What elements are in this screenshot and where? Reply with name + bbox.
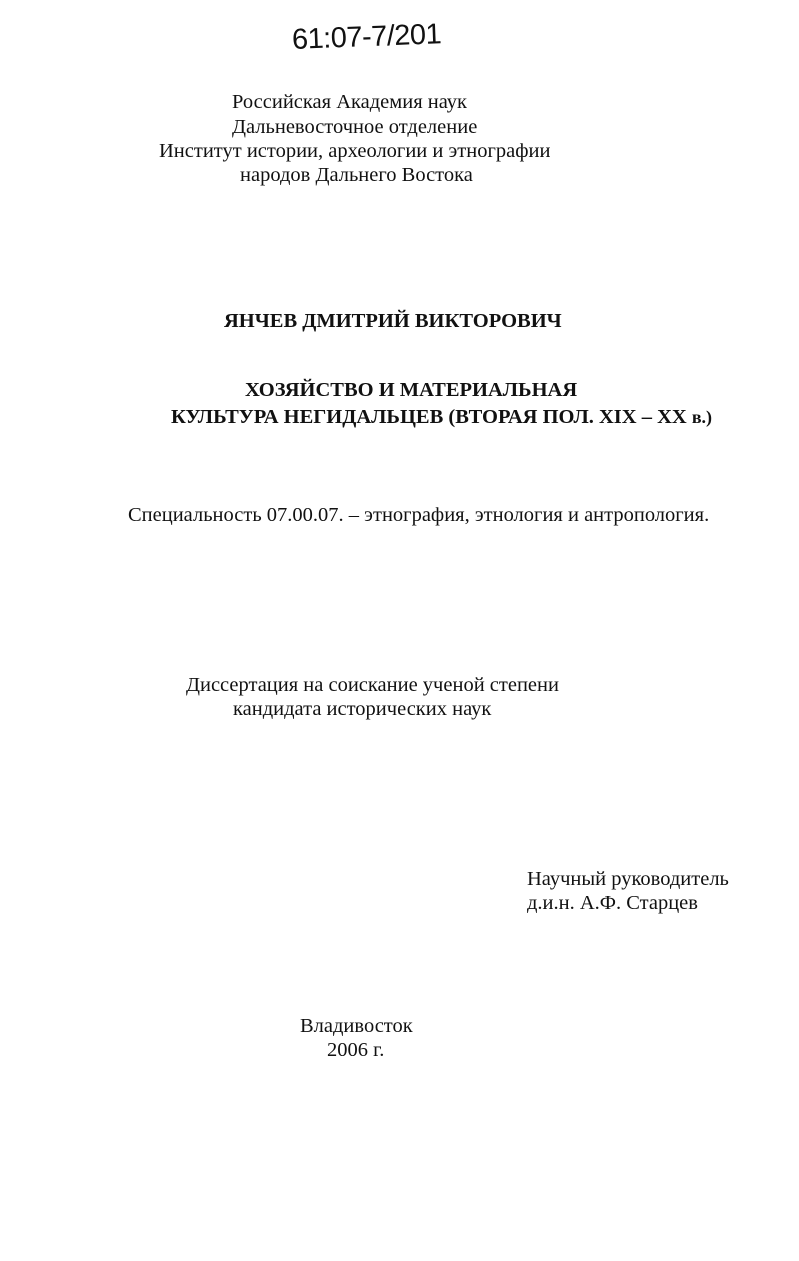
institution-line-4: народов Дальнего Востока [240, 164, 473, 186]
degree-line-1: Диссертация на соискание ученой степени [186, 674, 559, 696]
city: Владивосток [300, 1015, 413, 1037]
title-line-1: ХОЗЯЙСТВО И МАТЕРИАЛЬНАЯ [245, 379, 578, 401]
degree-line-2: кандидата исторических наук [233, 698, 492, 720]
library-call-number: 61:07-7/201 [291, 18, 442, 56]
year: 2006 г. [327, 1039, 385, 1061]
institution-line-1: Российская Академия наук [232, 91, 468, 113]
institution-line-3: Институт истории, археологии и этнографии [159, 140, 551, 162]
specialty: Специальность 07.00.07. – этнография, этнология и антропология. [128, 504, 710, 526]
supervisor-name: д.и.н. А.Ф. Старцев [527, 892, 698, 914]
author-name: ЯНЧЕВ ДМИТРИЙ ВИКТОРОВИЧ [224, 310, 562, 332]
title-line-2 [171, 404, 712, 430]
supervisor-label: Научный руководитель [527, 868, 729, 890]
title-line-2-suffix: в.) [691, 407, 713, 427]
institution-line-2: Дальневосточное отделение [232, 116, 478, 138]
title-line-2-main: КУЛЬТУРА НЕГИДАЛЬЦЕВ (ВТОРАЯ ПОЛ. XIX – XX [171, 406, 687, 428]
